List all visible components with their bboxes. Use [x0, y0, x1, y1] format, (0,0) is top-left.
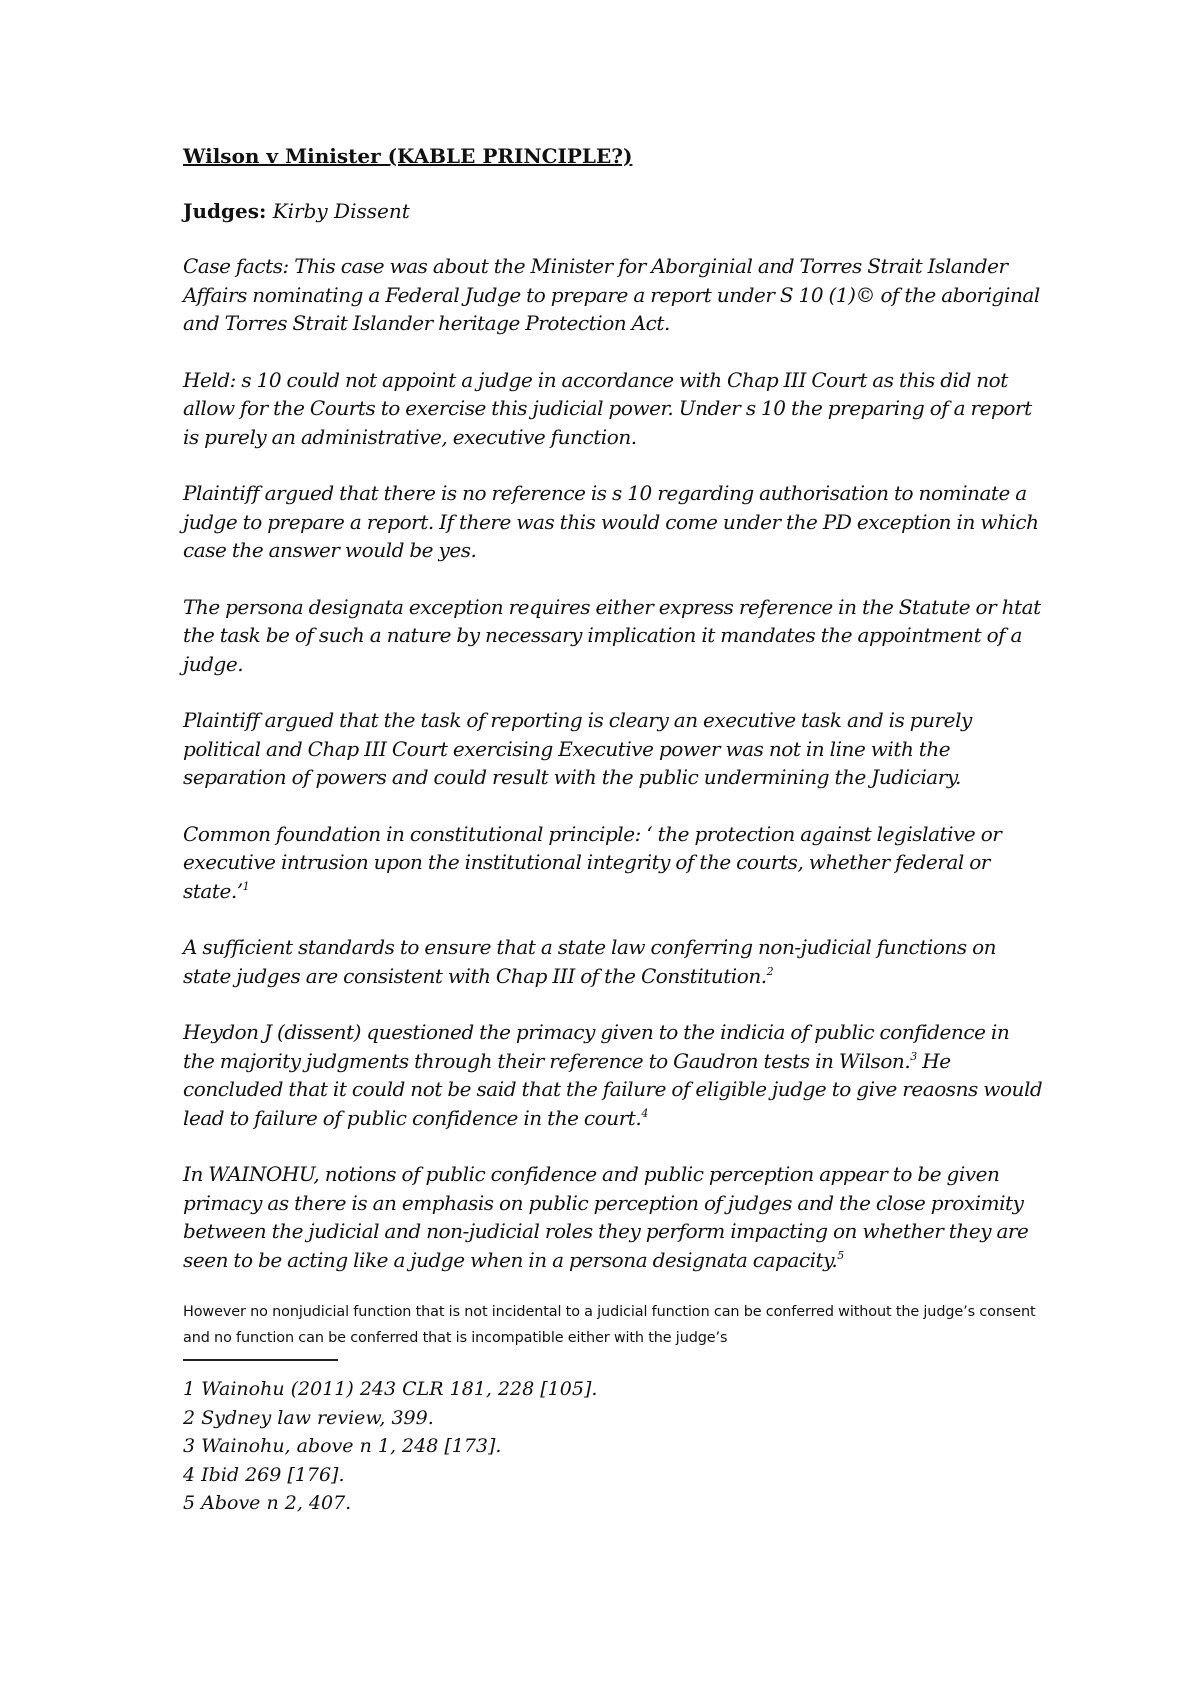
paragraph-text: Plaintiff argued that there is no reference is s 10 regarding authorisation to nominate a judge to prepare a report. If there was this would come under the PD exception in which case the answer would be yes.	[183, 481, 1039, 562]
footnote-ref[interactable]: 4	[641, 1106, 648, 1120]
footnote-5: 5 Above n 2, 407.	[183, 1492, 352, 1514]
footnote-ref[interactable]: 1	[242, 879, 250, 893]
paragraph-text: The persona designata exception requires either express reference in the Statute or htat the task be of such a nature by necessary implication it mandates the appointment of a judge.	[183, 594, 1041, 676]
plain-paragraph: However no nonjudicial function that is not incidental to a judicial function can be conferred without the judge’s consent and no function can be conferred that is incompatible either with the judge’s	[183, 1304, 1036, 1346]
paragraph-plaintiff-argument-1	[183, 479, 1043, 565]
judges-line	[183, 197, 1043, 225]
case-title: Wilson v Minister (KABLE PRINCIPLE?)	[183, 144, 633, 168]
footnote-1: 1 Wainohu (2011) 243 CLR 181, 228 [105].	[183, 1378, 598, 1400]
paragraph-text: Common foundation in constitutional principle: ‘ the protection against legislative or executive intrusion upon the institutional integrity of the courts, whether federal or state.’	[183, 821, 1002, 903]
paragraph-common-foundation	[183, 820, 1043, 906]
judges-value: Kirby Dissent	[272, 199, 410, 223]
paragraph-text: Heydon J (dissent) questioned the primacy given to the indicia of public confidence in the majority judgments through their reference to Gaudron tests in Wilson.	[183, 1020, 1010, 1073]
footnote-ref[interactable]: 5	[837, 1248, 844, 1262]
paragraph-text: A sufficient standards to ensure that a state law conferring non-judicial functions on state judges are consistent with Chap III of the Constitution.	[183, 935, 997, 988]
footnote-separator	[183, 1359, 338, 1361]
paragraph-case-facts	[183, 252, 1043, 338]
document-body	[183, 142, 1043, 1518]
paragraph-heydon-dissent	[183, 1018, 1043, 1132]
paragraph-text: Held: s 10 could not appoint a judge in accordance with Chap III Court as this did not allow for the Courts to exercise this judicial power. Under s 10 the preparing of a report is purely an administrative, executive function.	[183, 367, 1032, 449]
footnote-3: 3 Wainohu, above n 1, 248 [173].	[183, 1435, 502, 1457]
footnote-ref[interactable]: 2	[766, 964, 774, 978]
footnote-ref[interactable]: 3	[910, 1049, 917, 1063]
paragraph-text: Plaintiff argued that the task of reporting is cleary an executive task and is purely political and Chap III Court exercising Executive power was not in line with the separation of powers and could result with the public undermining the Judiciary.	[183, 708, 972, 789]
paragraph-text-continued: He concluded that it could not be said that the failure of eligible judge to give reaosns would lead to failure of public confidence in the court.	[183, 1048, 1043, 1130]
paragraph-sufficient-standards	[183, 933, 1043, 990]
paragraph-text: In WAINOHU, notions of public confidence and public perception appear to be given primacy as there is an emphasis on public perception of judges and the close proximity between the judicial and non-judicial roles they perform impacting on whether they are seen to be acting like a judge when in a persona designata capacity.	[183, 1162, 1029, 1272]
paragraph-wainohu	[183, 1160, 1043, 1274]
paragraph-persona-designata	[183, 593, 1043, 679]
paragraph-text: Case facts: This case was about the Minister for Aborginial and Torres Strait Islander Affairs nominating a Federal Judge to prepare a report under S 10 (1)© of the aboriginal and Torres Strait Islander heritage Protection Act.	[183, 254, 1040, 335]
footnote-2: 2 Sydney law review, 399.	[183, 1406, 434, 1429]
judges-label: Judges:	[183, 199, 267, 223]
footnote-4: 4 Ibid 269 [176].	[183, 1463, 345, 1486]
paragraph-plaintiff-argument-2	[183, 706, 1043, 792]
paragraph-held	[183, 366, 1043, 452]
